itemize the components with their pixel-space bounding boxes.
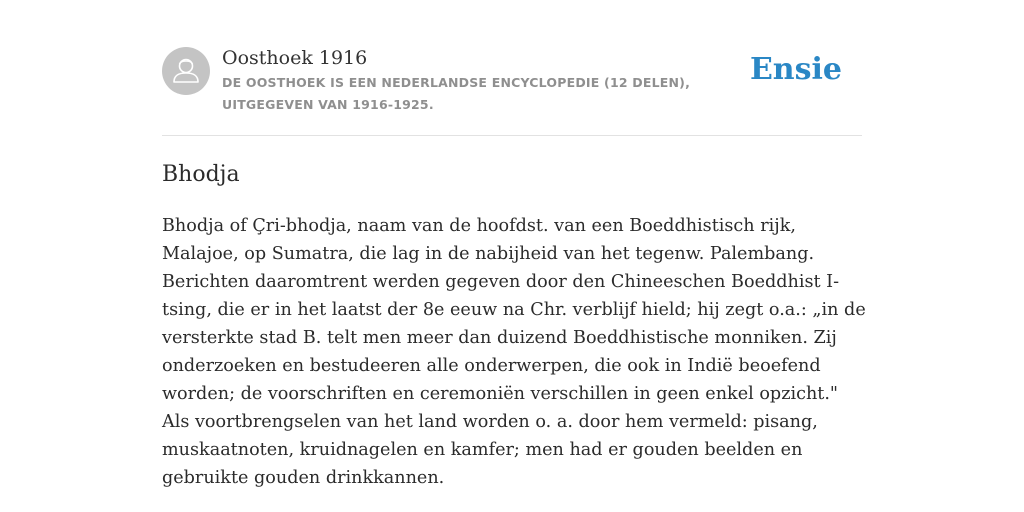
source-header [162, 44, 862, 134]
source-title[interactable]: Oosthoek 1916 [222, 47, 368, 69]
entry-body: Bhodja of Çri-bhodja, naam van de hoofdst. van een Boeddhistisch rijk, Malajoe, op Sumatra, die lag in de nabijheid van het tegenw. Palembang. Berichten daaromtrent werden gegeven door den Chineeschen Boeddhist I-tsing, die er in het laatst der 8e eeuw na Chr. verblijf hield; hij zegt o.a.: „in de versterkte stad B. telt men meer dan duizend Boeddhistische monniken. Zij onderzoeken en bestudeeren alle onderwerpen, die ook in Indië beoefend worden; de voorschriften en ceremoniën verschillen in geen enkel opzicht." Als voortbrengselen van het land worden o. a. door hem vermeld: pisang, muskaatnoten, kruidnagelen en kamfer; men had er gouden beelden en gebruikte gouden drinkkannen. [162, 216, 866, 488]
avatar[interactable] [162, 47, 210, 95]
source-description: DE OOSTHOEK IS EEN NEDERLANDSE ENCYCLOPEDIE (12 DELEN), UITGEGEVEN VAN 1916-1925. [222, 75, 691, 112]
entry-title: Bhodja [162, 162, 240, 187]
header-divider [162, 135, 862, 136]
brand-logo[interactable]: Ensie [749, 52, 842, 87]
user-icon [162, 47, 210, 95]
